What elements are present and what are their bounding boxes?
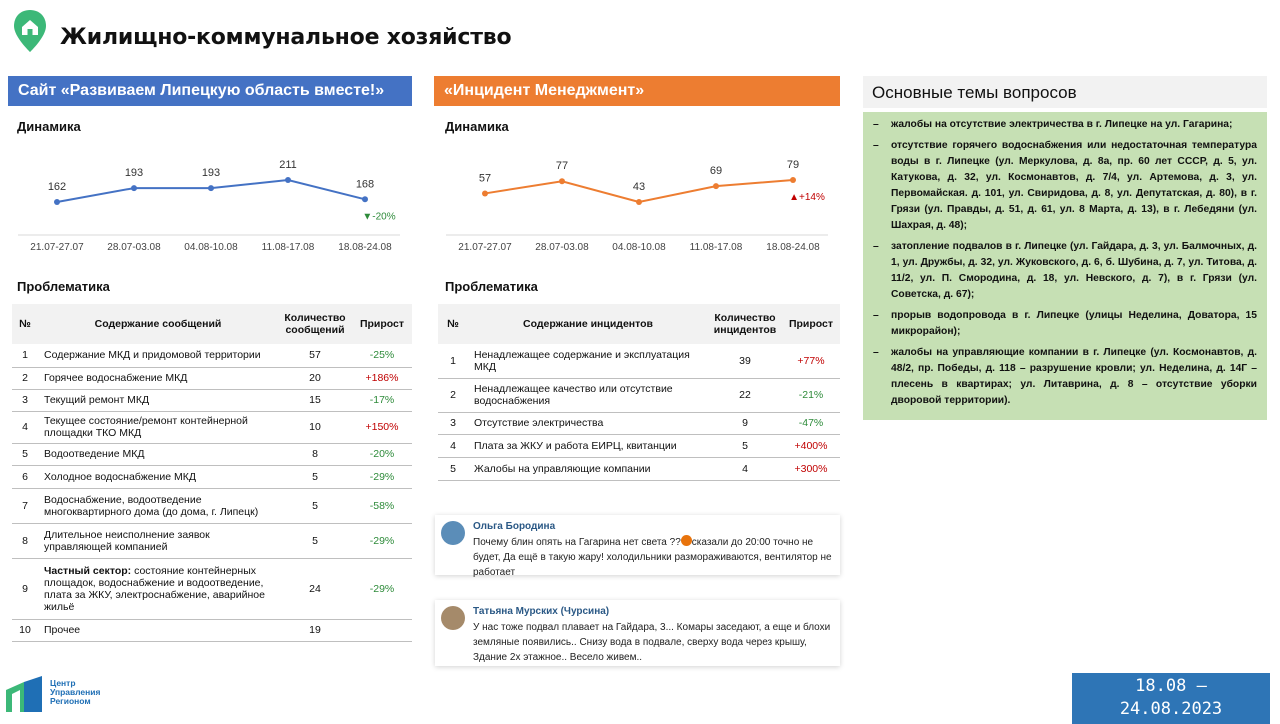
table-row: [438, 344, 840, 378]
avatar: [441, 606, 465, 630]
row-growth: -25%: [352, 344, 412, 367]
row-number: 2: [12, 367, 38, 389]
comment-text-part: Почему блин опять на Гагарина нет света ??: [473, 537, 681, 548]
table-row: [12, 488, 412, 523]
row-growth: -58%: [352, 488, 412, 523]
row-content-text: Содержание МКД и придомовой территории: [44, 349, 261, 362]
change-label: ▲+14%: [789, 192, 825, 203]
change-label: ▼-20%: [362, 211, 396, 223]
topics-panel-header: Основные темы вопросов: [863, 76, 1267, 108]
x-tick-label: 04.08-10.08: [612, 242, 666, 253]
row-count: 5: [708, 434, 782, 457]
row-count: 4: [708, 457, 782, 480]
row-number: 1: [438, 344, 468, 378]
comment-text: У нас тоже подвал плавает на Гайдара, 3... Комары заседают, а еще и блохи земляные появились.. Снизу вода в подвале, сверху вода через крышу, Здание 2х этажное.. Весело живем..: [473, 622, 831, 663]
site-panel-header: Сайт «Развиваем Липецкую область вместе!»: [8, 76, 412, 106]
row-growth: -47%: [782, 412, 840, 434]
row-content-text: Жалобы на управляющие компании: [474, 462, 651, 475]
row-number: 4: [12, 411, 38, 443]
topic-item: – жалобы на управляющие компании в г. Липецке (ул. Космонавтов, д. 48/2, пр. Победы, д. 118 – разрушение кровли; ул. Неделина, д. 14Г – плесень в квартирах; ул. Литаврина, д. 8 – отсутствие уборки дворовой территории).: [873, 345, 1257, 409]
row-count: 8: [278, 443, 352, 465]
row-content: [38, 344, 278, 367]
table-row: [12, 523, 412, 558]
row-growth: +400%: [782, 434, 840, 457]
x-tick-label: 28.07-03.08: [107, 242, 161, 253]
col-number: №: [12, 304, 38, 344]
row-content-text: Водоснабжение, водоотведение многоквартирного дома (до дома, г. Липецк): [44, 493, 259, 518]
row-growth: +300%: [782, 457, 840, 480]
table-row: [12, 443, 412, 465]
x-tick-label: 18.08-24.08: [338, 242, 392, 253]
incident-dynamics-chart: [428, 140, 848, 260]
site-dynamics-title: Динамика: [17, 119, 81, 134]
comment-card: [435, 600, 840, 666]
angry-face-icon: [681, 535, 692, 546]
row-count: 20: [278, 367, 352, 389]
row-content: [38, 619, 278, 641]
row-count: 24: [278, 558, 352, 619]
data-point: [285, 177, 291, 183]
row-content-text: Ненадлежащее качество или отсутствие водоснабжения: [474, 383, 673, 407]
row-count: 10: [278, 411, 352, 443]
row-number: 5: [438, 457, 468, 480]
col-count: Количество инцидентов: [708, 304, 782, 344]
row-content: [38, 389, 278, 411]
topics-list-box: [863, 112, 1267, 420]
row-count: 39: [708, 344, 782, 378]
org-name: [50, 679, 100, 706]
data-label: 168: [355, 178, 375, 191]
row-growth: -29%: [352, 465, 412, 488]
row-content: [38, 523, 278, 558]
row-count: 19: [278, 619, 352, 641]
table-row: [12, 619, 412, 641]
x-tick-label: 21.07-27.07: [30, 242, 84, 253]
table-row: [438, 378, 840, 412]
row-content: [468, 412, 708, 434]
data-point: [790, 177, 796, 183]
row-content-text: Ненадлежащее содержание и эксплуатация МКД: [474, 348, 690, 373]
row-number: 6: [12, 465, 38, 488]
region-management-logo-icon: [6, 676, 42, 712]
row-growth: +150%: [352, 411, 412, 443]
topic-item: – прорыв водопровода в г. Липецке (улицы Неделина, Доватора, 15 микрорайон);: [873, 308, 1257, 340]
home-pin-icon: [12, 8, 48, 54]
row-growth: -29%: [352, 523, 412, 558]
data-point: [482, 190, 488, 196]
site-problems-table: [12, 304, 412, 642]
incident-panel-header: «Инцидент Менеджмент»: [434, 76, 840, 106]
data-label: 69: [709, 165, 723, 178]
row-content: [468, 378, 708, 412]
comment-author[interactable]: Ольга Бородина: [473, 521, 556, 532]
row-content: [38, 411, 278, 443]
data-label: 193: [124, 167, 144, 180]
topic-item: – затопление подвалов в г. Липецке (ул. Гайдара, д. 3, ул. Балмочных, д. 1, ул. Дружбы, д. 32, ул. Жуковского, д. 6, б. Шубина, д. 7, ул. Титова, д. 11/2, ул. П. Смородина, д. 18, ул. Невского, д. 7), в г. Грязи (ул. Советска, д. 67);: [873, 239, 1257, 303]
table-row: [12, 389, 412, 411]
topic-item: – жалобы на отсутствие электричества в г. Липецке на ул. Гагарина;: [873, 117, 1257, 133]
incident-problems-table: [438, 304, 840, 481]
row-content-text: Длительное неисполнение заявок управляющей компанией: [44, 528, 210, 553]
table-row: [438, 457, 840, 480]
row-count: 15: [278, 389, 352, 411]
col-growth: Прирост: [352, 304, 412, 344]
avatar: [441, 521, 465, 545]
table-row: [12, 558, 412, 619]
row-content: [468, 344, 708, 378]
row-content-text: Водоотведение МКД: [44, 448, 145, 460]
row-content-text: Текущий ремонт МКД: [44, 394, 150, 406]
row-content: [468, 434, 708, 457]
date-range-box: [1072, 673, 1270, 724]
table-row: [12, 367, 412, 389]
x-tick-label: 21.07-27.07: [458, 242, 512, 253]
row-growth: -21%: [782, 378, 840, 412]
row-number: 9: [12, 558, 38, 619]
row-content: [38, 488, 278, 523]
data-label: 77: [555, 160, 569, 173]
col-count: Количество сообщений: [278, 304, 352, 344]
data-point: [131, 185, 137, 191]
row-content: [38, 443, 278, 465]
org-name-line: Управления: [50, 687, 101, 697]
col-growth: Прирост: [782, 304, 840, 344]
row-content: [38, 558, 278, 619]
row-growth: -20%: [352, 443, 412, 465]
org-name-line: Регионом: [50, 696, 91, 706]
row-content-text: Плата за ЖКУ и работа ЕИРЦ, квитанции: [474, 439, 677, 452]
comment-author[interactable]: Татьяна Мурских (Чурсина): [473, 606, 610, 617]
table-row: [12, 344, 412, 367]
date-range-end: 24.08.2023: [1119, 699, 1223, 719]
topics-list: [873, 117, 1257, 409]
row-content-bold: Частный сектор:: [44, 564, 132, 577]
row-content-text: Текущее состояние/ремонт контейнерной площадки ТКО МКД: [44, 415, 248, 439]
x-tick-label: 28.07-03.08: [535, 242, 589, 253]
row-content-text: состояние контейнерных площадок, водоснабжение и водоотведение, плата за ЖКУ, электроснабжение, аварийное жильё: [44, 564, 265, 613]
row-number: 8: [12, 523, 38, 558]
row-content: [468, 457, 708, 480]
row-content-text: Отсутствие электричества: [474, 417, 604, 429]
row-number: 7: [12, 488, 38, 523]
row-content-text: Холодное водоснабжение МКД: [44, 470, 196, 483]
incident-problems-title: Проблематика: [445, 279, 538, 294]
row-number: 5: [12, 443, 38, 465]
row-growth: +186%: [352, 367, 412, 389]
comment-text-part: сказали до 20:00 точно не будет, Да ещё в такую жару! холодильники размораживаются, вентилятор не работает: [473, 537, 832, 578]
row-content: [38, 367, 278, 389]
x-tick-label: 18.08-24.08: [766, 242, 820, 253]
data-point: [208, 185, 214, 191]
col-number: №: [438, 304, 468, 344]
data-label: 43: [632, 181, 646, 193]
row-growth: -17%: [352, 389, 412, 411]
data-point: [559, 178, 565, 184]
incident-dynamics-title: Динамика: [445, 119, 509, 134]
org-name-line: Центр: [50, 678, 76, 688]
data-point: [713, 183, 719, 189]
data-label: 193: [201, 167, 221, 180]
site-problems-title: Проблематика: [17, 279, 110, 294]
table-row: [12, 465, 412, 488]
row-number: 2: [438, 378, 468, 412]
table-row: [438, 434, 840, 457]
comment-card: [435, 515, 840, 578]
row-number: 3: [12, 389, 38, 411]
row-count: 5: [278, 465, 352, 488]
row-growth: [352, 619, 412, 641]
col-content: Содержание сообщений: [38, 304, 278, 344]
row-growth: +77%: [782, 344, 840, 378]
row-growth: -29%: [352, 558, 412, 619]
row-count: 22: [708, 378, 782, 412]
x-tick-label: 11.08-17.08: [261, 242, 315, 253]
row-count: 57: [278, 344, 352, 367]
table-row: [438, 412, 840, 434]
row-content: [38, 465, 278, 488]
row-count: 5: [278, 523, 352, 558]
site-dynamics-chart: [0, 140, 420, 260]
page-title: Жилищно-коммунальное хозяйство: [60, 25, 512, 50]
row-count: 9: [708, 412, 782, 434]
comment-text: [473, 535, 832, 580]
date-range-start: 18.08 –: [1135, 676, 1207, 696]
x-tick-label: 11.08-17.08: [689, 242, 743, 253]
data-label: 57: [478, 172, 492, 185]
col-content: Содержание инцидентов: [468, 304, 708, 344]
row-number: 10: [12, 619, 38, 641]
row-content-text: Горячее водоснабжение МКД: [44, 372, 188, 384]
row-number: 3: [438, 412, 468, 434]
topic-item: – отсутствие горячего водоснабжения или недостаточная температура воды в г. Липецке (ул. Меркулова, д. 8а, пр. 60 лет СССР, д. 5, ул. Катукова, д. 32, ул. Космонавтов, д. 7/4, ул. Артемова, д. 3, ул. Первомайская. д. 101, ул. Свиридова, д. 8, ул. Депутатская, д. 80), в г. Грязи (ул. Правды, д. 51, д. 61, ул. 8 Марта, д. 13), в г. Лебедяни (ул. Шахрая, д. 48);: [873, 138, 1257, 234]
row-count: 5: [278, 488, 352, 523]
data-label: 79: [786, 159, 800, 171]
data-label: 162: [47, 181, 67, 193]
row-content-text: Прочее: [44, 624, 81, 636]
table-row: [12, 411, 412, 443]
x-tick-label: 04.08-10.08: [184, 242, 238, 253]
data-point: [54, 199, 60, 205]
data-label: 211: [279, 159, 297, 171]
data-point: [362, 196, 368, 202]
row-number: 1: [12, 344, 38, 367]
row-number: 4: [438, 434, 468, 457]
data-point: [636, 199, 642, 205]
